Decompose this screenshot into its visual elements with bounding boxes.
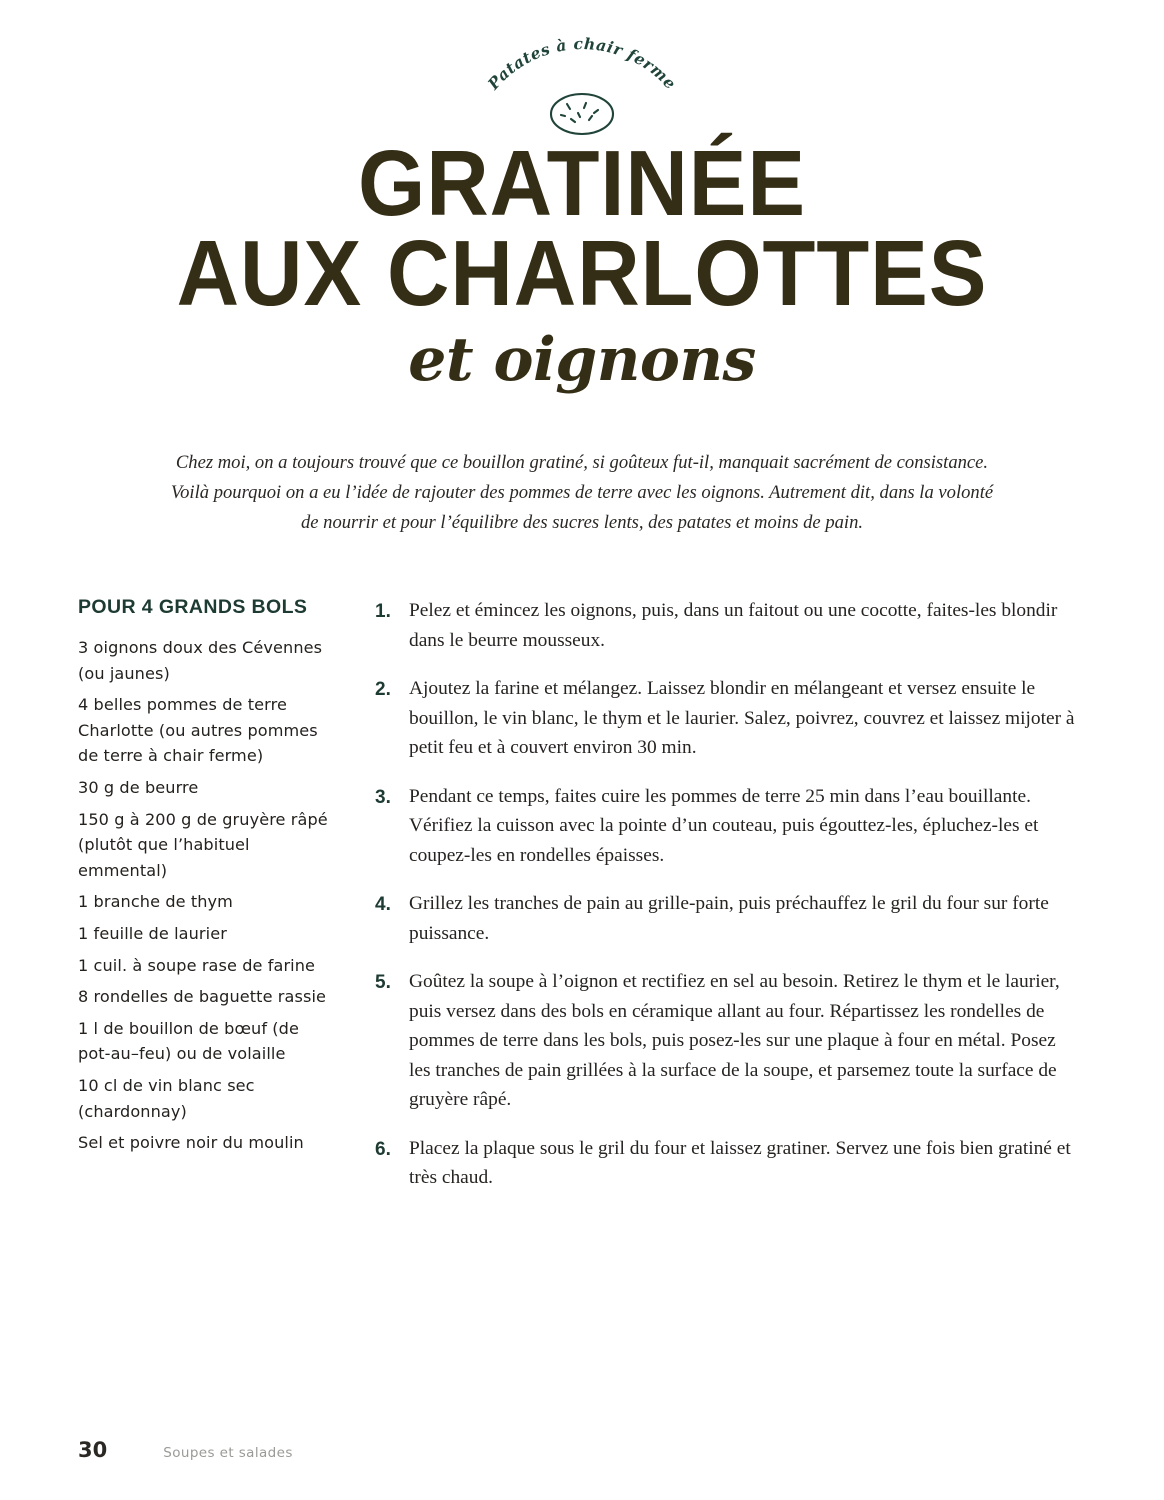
page-footer bbox=[78, 1438, 293, 1462]
step-text: Pelez et émincez les oignons, puis, dans un faitout ou une cocotte, faites-les blondir dans le beurre mousseux. bbox=[409, 600, 1058, 651]
badge-graphic bbox=[467, 34, 697, 138]
title-subtitle: et oignons bbox=[408, 325, 756, 396]
step-item bbox=[375, 889, 1075, 948]
step-item bbox=[375, 596, 1075, 655]
list-item: 1 feuille de laurier bbox=[78, 923, 227, 943]
step-text: Placez la plaque sous le gril du four et laissez gratiner. Servez une fois bien gratiné et très chaud. bbox=[409, 1137, 1071, 1188]
ingredients-heading: POUR 4 GRANDS BOLS bbox=[78, 596, 308, 618]
step-text: Goûtez la soupe à l’oignon et rectifiez en sel au besoin. Retirez le thym et le laurier, puis versez dans des bols en céramique allant au four. Répartissez les rondelles de pommes de terre dans les bols, puis posez-les sur une plaque à four en métal. Posez les tranches de pain grillées à la surface de la soupe, et parsemez toute la surface de gruyère râpé. bbox=[409, 971, 1060, 1110]
list-item: 10 cl de vin blanc sec (chardonnay) bbox=[78, 1075, 255, 1121]
intro-line-2: Voilà pourquoi on a eu l’idée de rajouter des pommes de terre avec les oignons. Autrement dit, dans la volonté bbox=[170, 482, 994, 503]
recipe-intro bbox=[90, 448, 1074, 538]
title-line-1: GRATINÉE bbox=[358, 131, 806, 235]
potato-icon bbox=[551, 94, 613, 134]
step-number: 3. bbox=[375, 786, 391, 808]
step-item bbox=[375, 1134, 1075, 1193]
page-title bbox=[41, 131, 1124, 326]
footer-page-number: 30 bbox=[78, 1438, 108, 1462]
step-text: Grillez les tranches de pain au grille-pain, puis préchauffez le gril du four sur forte puissance. bbox=[409, 893, 1049, 944]
list-item: 1 l de bouillon de bœuf (de pot-au–feu) ou de volaille bbox=[78, 1018, 300, 1064]
intro-line-1: Chez moi, on a toujours trouvé que ce bouillon gratiné, si goûteux fut-il, manquait sacrément de consistance. bbox=[175, 452, 989, 473]
step-item bbox=[375, 674, 1075, 763]
badge-arc-label: Patates à chair ferme bbox=[483, 33, 681, 94]
step-number: 6. bbox=[375, 1138, 391, 1160]
intro-line-3: de nourrir et pour l’équilibre des sucres lents, des patates et moins de pain. bbox=[300, 512, 864, 533]
steps-list bbox=[375, 596, 1075, 1193]
footer-section-label: Soupes et salades bbox=[163, 1445, 293, 1461]
list-item: 150 g à 200 g de gruyère râpé (plutôt que l’habituel emmental) bbox=[78, 809, 328, 880]
recipe-title-block bbox=[0, 131, 1164, 396]
category-badge bbox=[0, 34, 1164, 144]
title-line-2: AUX CHARLOTTES bbox=[176, 221, 988, 326]
steps-column bbox=[375, 596, 1075, 1212]
list-item: 8 rondelles de baguette rassie bbox=[78, 987, 327, 1007]
step-number: 4. bbox=[375, 894, 391, 915]
list-item: 30 g de beurre bbox=[78, 777, 199, 797]
step-number: 5. bbox=[375, 972, 391, 993]
step-text: Pendant ce temps, faites cuire les pommes de terre 25 min dans l’eau bouillante. Vérifiez la cuisson avec la pointe d’un couteau, puis égouttez-les, épluchez-les et coupez-les en rondelles épaisses. bbox=[409, 785, 1039, 866]
recipe-body bbox=[0, 596, 1164, 1212]
step-item bbox=[375, 782, 1075, 871]
list-item: Sel et poivre noir du moulin bbox=[78, 1133, 304, 1153]
step-text: Ajoutez la farine et mélangez. Laissez blondir en mélangeant et versez ensuite le bouillon, le vin blanc, le thym et le laurier. Salez, poivrez, couvrez et laissez mijoter à petit feu et à couvert environ 30 min. bbox=[409, 678, 1075, 758]
list-item: 3 oignons doux des Cévennes (ou jaunes) bbox=[78, 638, 323, 683]
step-number: 1. bbox=[375, 601, 391, 622]
step-number: 2. bbox=[375, 679, 391, 700]
step-item bbox=[375, 967, 1075, 1115]
list-item: 1 cuil. à soupe rase de farine bbox=[78, 955, 316, 975]
list-item: 4 belles pommes de terre Charlotte (ou autres pommes de terre à chair ferme) bbox=[78, 695, 318, 766]
ingredients-column bbox=[78, 596, 330, 1162]
list-item: 1 branche de thym bbox=[78, 892, 233, 912]
ingredients-list bbox=[78, 635, 330, 1156]
